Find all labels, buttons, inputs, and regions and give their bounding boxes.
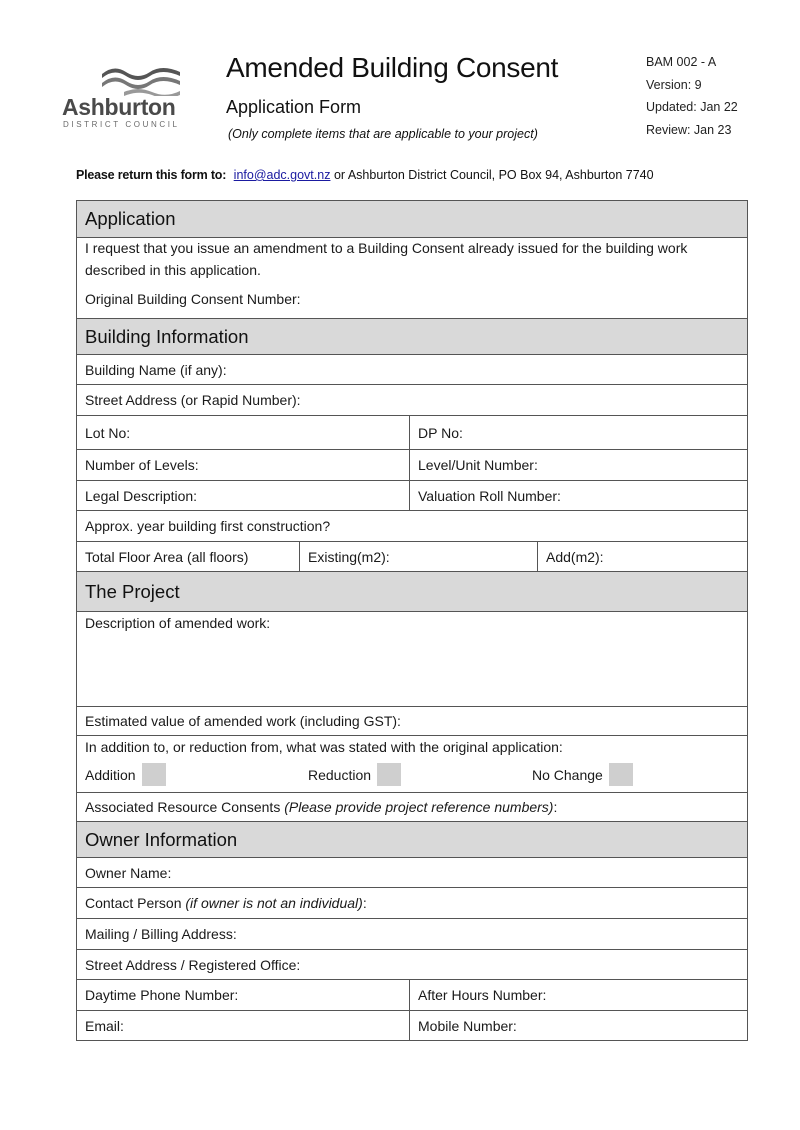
change-question: In addition to, or reduction from, what was stated with the original application: xyxy=(85,739,563,755)
document-code: BAM 002 - A xyxy=(646,55,717,69)
change-row xyxy=(77,735,747,792)
section-heading: Building Information xyxy=(85,325,249,347)
mobile-number-field[interactable]: Mobile Number: xyxy=(409,1011,747,1040)
form-row xyxy=(77,706,747,735)
addition-label: Addition xyxy=(85,766,136,783)
form-row xyxy=(77,354,747,384)
after-hours-field[interactable]: After Hours Number: xyxy=(409,980,747,1010)
consent-number-field[interactable]: Original Building Consent Number: xyxy=(85,291,301,307)
form-row xyxy=(77,979,747,1010)
email-field[interactable]: Email: xyxy=(85,1017,124,1034)
instruction-note: (Only complete items that are applicable to your project) xyxy=(228,127,538,141)
document-updated: Updated: Jan 22 xyxy=(646,100,738,114)
form-row xyxy=(77,918,747,949)
section-heading: Application xyxy=(85,208,176,229)
waves-logo-icon xyxy=(100,64,182,96)
form-row xyxy=(77,857,747,887)
council-logo xyxy=(62,62,186,134)
form-row xyxy=(77,415,747,449)
section-building xyxy=(77,318,747,354)
form-row xyxy=(77,792,747,821)
dp-number-field[interactable]: DP No: xyxy=(409,416,747,449)
change-options xyxy=(77,736,747,792)
mailing-address-field[interactable]: Mailing / Billing Address: xyxy=(85,926,237,942)
application-statement-row xyxy=(77,237,747,318)
level-unit-field[interactable]: Level/Unit Number: xyxy=(409,450,747,480)
form-row xyxy=(77,949,747,979)
contact-label: Contact Person xyxy=(85,895,182,911)
existing-area-field[interactable]: Existing(m2): xyxy=(299,542,537,571)
form-row xyxy=(77,1010,747,1040)
application-form xyxy=(76,200,748,1041)
form-row xyxy=(77,541,747,571)
form-row xyxy=(77,480,747,510)
section-application xyxy=(77,201,747,237)
building-name-field[interactable]: Building Name (if any): xyxy=(85,361,227,378)
form-row xyxy=(77,887,747,918)
daytime-phone-field[interactable]: Daytime Phone Number: xyxy=(85,987,239,1003)
no-change-label: No Change xyxy=(532,766,603,783)
return-instructions xyxy=(76,168,654,182)
lot-number-field[interactable]: Lot No: xyxy=(85,424,131,441)
resource-note: (Please provide project reference numbers) xyxy=(284,799,554,815)
reduction-label: Reduction xyxy=(308,766,372,783)
contact-person-field[interactable] xyxy=(77,888,747,918)
section-heading: The Project xyxy=(85,580,180,602)
document-review: Review: Jan 23 xyxy=(646,122,732,137)
form-row xyxy=(77,510,747,541)
section-owner xyxy=(77,821,747,857)
option-reduction xyxy=(308,763,401,786)
contact-colon: : xyxy=(362,895,367,911)
floor-area-label: Total Floor Area (all floors) xyxy=(85,548,249,565)
resource-label: Associated Resource Consents xyxy=(85,799,281,815)
return-address: or Ashburton District Council, PO Box 94, Ashburton 7740 xyxy=(333,168,654,182)
section-heading: Owner Information xyxy=(85,828,238,850)
logo-name: Ashburton xyxy=(62,94,176,120)
option-no-change xyxy=(532,763,633,786)
section-project xyxy=(77,571,747,611)
street-address-field[interactable]: Street Address (or Rapid Number): xyxy=(85,392,301,408)
logo-subtitle: DISTRICT COUNCIL xyxy=(63,120,180,129)
construction-year-field[interactable]: Approx. year building first construction? xyxy=(85,518,331,534)
page-subtitle: Application Form xyxy=(226,97,362,117)
description-field[interactable]: Description of amended work: xyxy=(85,615,271,631)
application-text: I request that you issue an amendment to a Building Consent already issued for the building work described in this application. xyxy=(85,240,688,278)
addition-checkbox[interactable] xyxy=(142,763,166,786)
legal-description-field[interactable]: Legal Description: xyxy=(85,487,198,504)
estimated-value-field[interactable]: Estimated value of amended work (including GST): xyxy=(85,713,401,729)
document-version: Version: 9 xyxy=(646,77,702,92)
valuation-roll-field[interactable]: Valuation Roll Number: xyxy=(409,481,747,510)
document-meta xyxy=(646,51,738,141)
added-area-field[interactable]: Add(m2): xyxy=(537,542,747,571)
number-of-levels-field[interactable]: Number of Levels: xyxy=(85,457,199,473)
owner-name-field[interactable]: Owner Name: xyxy=(85,864,172,881)
reduction-checkbox[interactable] xyxy=(377,763,401,786)
resource-colon: : xyxy=(553,799,558,815)
option-addition xyxy=(85,763,166,786)
registered-office-field[interactable]: Street Address / Registered Office: xyxy=(85,956,301,973)
return-email-link[interactable]: info@adc.govt.nz xyxy=(233,168,331,182)
contact-note: (if owner is not an individual) xyxy=(185,895,363,911)
form-row xyxy=(77,449,747,480)
form-row xyxy=(77,384,747,415)
resource-consents-field[interactable] xyxy=(77,793,747,821)
return-label: Please return this form to: xyxy=(76,168,227,182)
application-statement xyxy=(77,238,747,318)
no-change-checkbox[interactable] xyxy=(609,763,633,786)
page-title: Amended Building Consent xyxy=(226,52,559,83)
form-row xyxy=(77,611,747,706)
